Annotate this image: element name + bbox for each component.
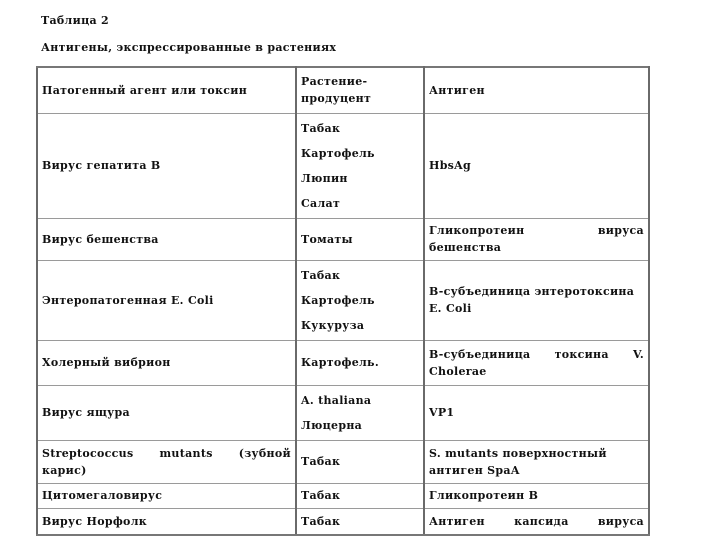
agent-cell: Вирус бешенства — [37, 218, 296, 260]
plant-cell: Картофель. — [296, 340, 424, 385]
antigen-cell: Антиген капсида вируса — [424, 508, 649, 535]
antigen-cell: Гликопротеин вируса бешенства — [424, 218, 649, 260]
antigen-cell: B-субъединица токсина V. Cholerae — [424, 340, 649, 385]
table-row — [37, 508, 649, 535]
plant-item: Картофель — [301, 146, 375, 160]
antigens-table — [36, 66, 650, 536]
agent-cell: Энтеропатогенная E. Coli — [37, 260, 296, 340]
table-row — [37, 483, 649, 508]
table-row — [37, 440, 649, 483]
antigen-cell: B-субъединица энтеротоксина E. Coli — [424, 260, 649, 340]
antigen-cell: Гликопротеин B — [424, 483, 649, 508]
agent-cell: Вирус Норфолк — [37, 508, 296, 535]
antigen-cell: VP1 — [424, 385, 649, 440]
plant-item: Картофель — [301, 293, 375, 307]
table-row — [37, 340, 649, 385]
plant-item: Кукуруза — [301, 318, 365, 332]
plant-item: Табак — [301, 268, 341, 282]
header-agent: Патогенный агент или токсин — [37, 67, 296, 113]
plant-cell: Табак — [296, 483, 424, 508]
plant-item: Салат — [301, 196, 341, 210]
agent-cell: Вирус ящура — [37, 385, 296, 440]
plant-cell: Табак — [296, 508, 424, 535]
plant-cell — [296, 260, 424, 340]
plant-cell — [296, 385, 424, 440]
table-row — [37, 260, 649, 340]
agent-cell: Холерный вибрион — [37, 340, 296, 385]
plant-item: A. thaliana — [301, 393, 372, 407]
agent-cell: Streptococcus mutants (зубной карис) — [37, 440, 296, 483]
table-row — [37, 218, 649, 260]
plant-cell: Томаты — [296, 218, 424, 260]
table-row — [37, 385, 649, 440]
table-number: Таблица 2 — [41, 14, 110, 27]
header-plant: Растение-продуцент — [296, 67, 424, 113]
plant-item: Люпин — [301, 171, 348, 185]
plant-item: Люцерна — [301, 418, 363, 432]
plant-item: Табак — [301, 121, 341, 135]
agent-cell: Цитомегаловирус — [37, 483, 296, 508]
table-header-row — [37, 67, 649, 113]
header-antigen: Антиген — [424, 67, 649, 113]
agent-cell: Вирус гепатита B — [37, 113, 296, 218]
plant-cell — [296, 113, 424, 218]
antigen-cell: S. mutants поверхностный антиген SpaA — [424, 440, 649, 483]
table-title: Антигены, экспрессированные в растениях — [41, 41, 337, 54]
plant-cell: Табак — [296, 440, 424, 483]
antigen-cell: HbsAg — [424, 113, 649, 218]
table-row — [37, 113, 649, 218]
